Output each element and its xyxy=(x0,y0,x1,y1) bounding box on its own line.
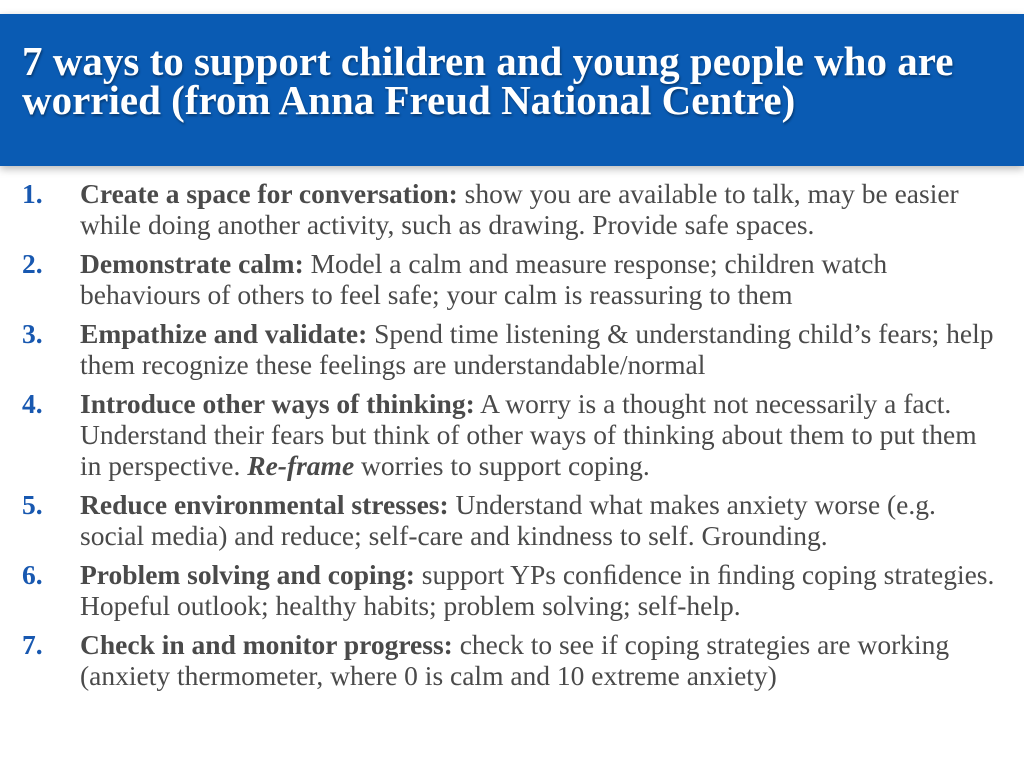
item-heading: Reduce environmental stresses: xyxy=(80,489,449,520)
item-heading: Demonstrate calm: xyxy=(80,248,304,279)
item-text-after: worries to support coping. xyxy=(354,450,650,481)
title-bar xyxy=(0,14,1024,166)
item-emphasis: Re-frame xyxy=(247,450,355,481)
list-item xyxy=(0,248,1024,310)
list-item xyxy=(0,318,1024,380)
item-text: Model a calm and measure response; children watch behaviours of others to feel safe; your calm is reassuring to them xyxy=(80,248,888,310)
numbered-list xyxy=(0,178,1024,699)
item-text: support YPs conﬁdence in ﬁnding coping strategies. Hopeful outlook; healthy habits; problem solving; self-help. xyxy=(80,559,995,621)
item-heading: Create a space for conversation: xyxy=(80,178,458,209)
item-number: 5. xyxy=(22,489,43,520)
item-heading: Introduce other ways of thinking: xyxy=(80,388,475,419)
item-number: 2. xyxy=(22,248,43,279)
slide-title: 7 ways to support children and young people who are worried (from Anna Freud National Centre) xyxy=(22,38,954,123)
item-heading: Problem solving and coping: xyxy=(80,559,415,590)
list-item xyxy=(0,559,1024,621)
list-item xyxy=(0,178,1024,240)
item-text: A worry is a thought not necessarily a fact. Understand their fears but think of other ways of thinking about them to put them in perspective. xyxy=(80,388,977,481)
item-number: 3. xyxy=(22,318,43,349)
item-number: 4. xyxy=(22,388,43,419)
item-text: check to see if coping strategies are working (anxiety thermometer, where 0 is calm and 10 extreme anxiety) xyxy=(80,629,950,691)
item-number: 6. xyxy=(22,559,43,590)
item-heading: Check in and monitor progress: xyxy=(80,629,453,660)
list-item xyxy=(0,629,1024,691)
item-text: show you are available to talk, may be easier while doing another activity, such as drawing. Provide safe spaces. xyxy=(80,178,959,240)
item-text: Understand what makes anxiety worse (e.g. social media) and reduce; self-care and kindness to self. Grounding. xyxy=(80,489,936,551)
list-item xyxy=(0,388,1024,481)
list-item xyxy=(0,489,1024,551)
item-number: 1. xyxy=(22,178,43,209)
item-number: 7. xyxy=(22,629,43,660)
item-heading: Empathize and validate: xyxy=(80,318,368,349)
item-text: Spend time listening & understanding child’s fears; help them recognize these feelings are understandable/normal xyxy=(80,318,994,380)
